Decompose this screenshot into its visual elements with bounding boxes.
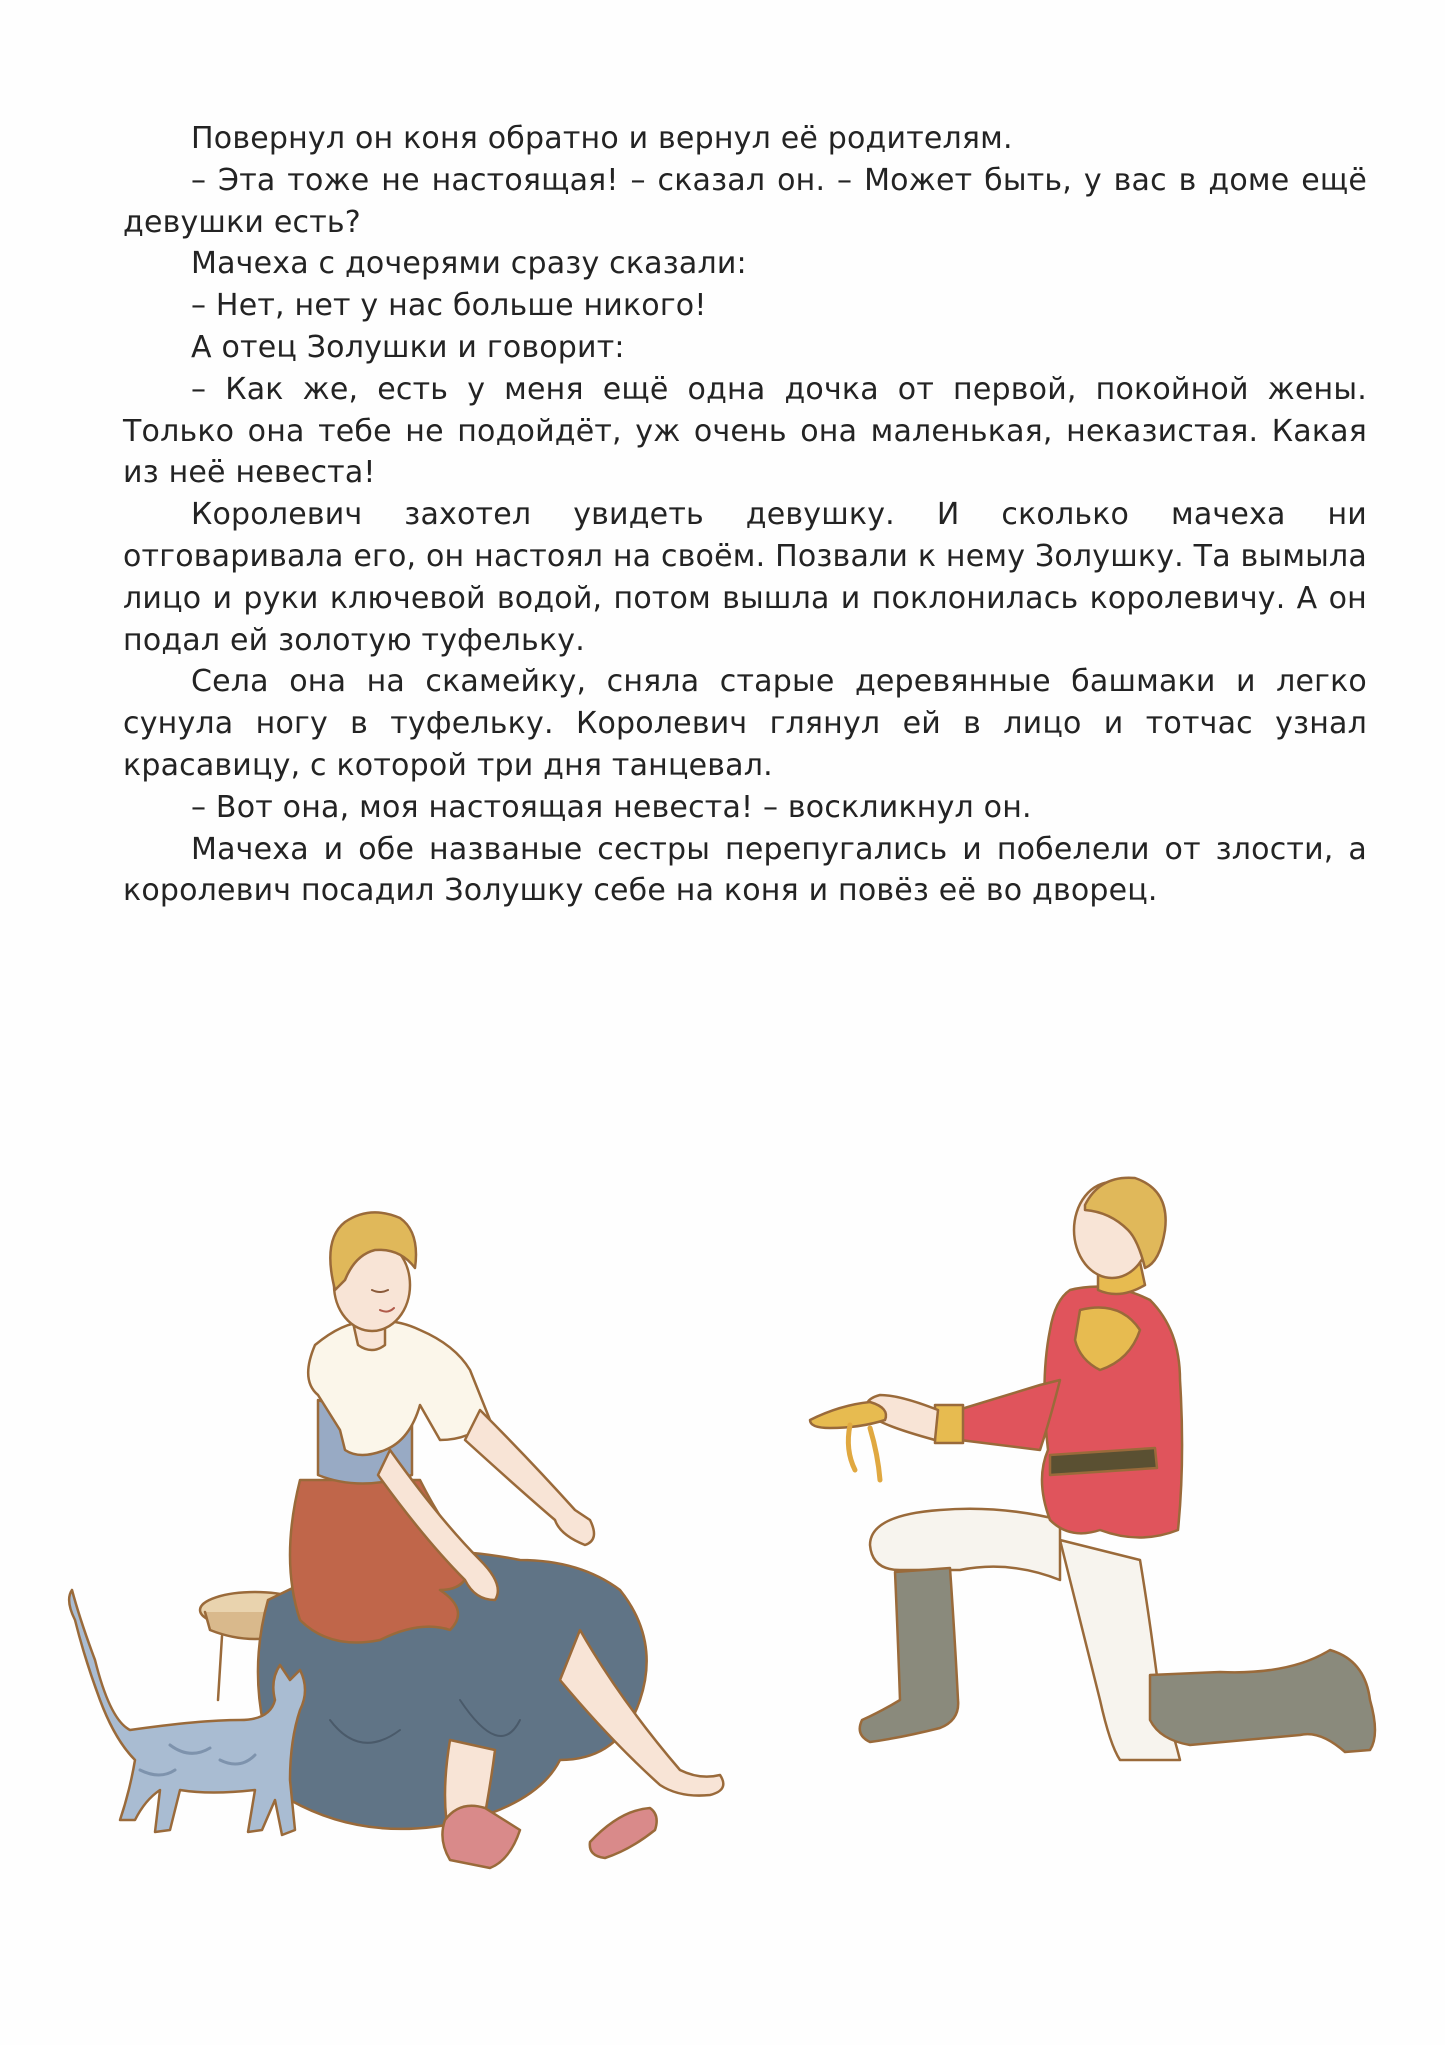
paragraph: Мачеха с дочерями сразу сказали: (191, 246, 747, 282)
paragraph: – Вот она, моя настоящая невеста! – воскликнул он. (191, 789, 1032, 825)
story-text (123, 118, 1367, 912)
paragraph: – Эта тоже не настоящая! – сказал он. – Может быть, у вас в доме ещё девушки есть? (123, 162, 1367, 240)
paragraph: Повернул он коня обратно и вернул её родителям. (191, 121, 1013, 156)
paragraph: А отец Золушки и говорит: (191, 329, 625, 365)
paragraph: Королевич захотел увидеть девушку. И сколько мачеха ни отговаривала его, он настоял на своём. Позвали к нему Золушку. Та вымыла лицо и руки ключевой водой, потом вышла и поклонилась королевичу. А он подал ей золотую туфельку. (123, 497, 1367, 658)
paragraph: – Нет, нет у нас больше никого! (191, 288, 707, 324)
cuff (935, 1405, 963, 1443)
clog-icon (590, 1808, 657, 1858)
cinderella-illustration (0, 1150, 1445, 2030)
boot-icon (860, 1568, 958, 1742)
paragraph: – Как же, есть у меня ещё одна дочка от первой, покойной жены. Только она тебе не подойдёт, уж очень она маленькая, неказистая. Какая из неё невеста! (123, 371, 1367, 491)
paragraph: Села она на скамейку, сняла старые деревянные башмаки и легко сунула ногу в туфельку. Королевич глянул ей в лицо и тотчас узнал красавицу, с которой три дня танцевал. (123, 664, 1367, 783)
clog-icon (442, 1806, 520, 1868)
trousers (870, 1509, 1060, 1580)
sleeve (958, 1380, 1060, 1450)
prince-figure (810, 1178, 1375, 1760)
arm (465, 1410, 594, 1545)
apron (290, 1480, 470, 1643)
boot-icon (1150, 1650, 1375, 1752)
paragraph: Мачеха и обе названые сестры перепугались и побелели от злости, а королевич посадил Золушку себе на коня и повёз её во дворец. (123, 831, 1367, 909)
